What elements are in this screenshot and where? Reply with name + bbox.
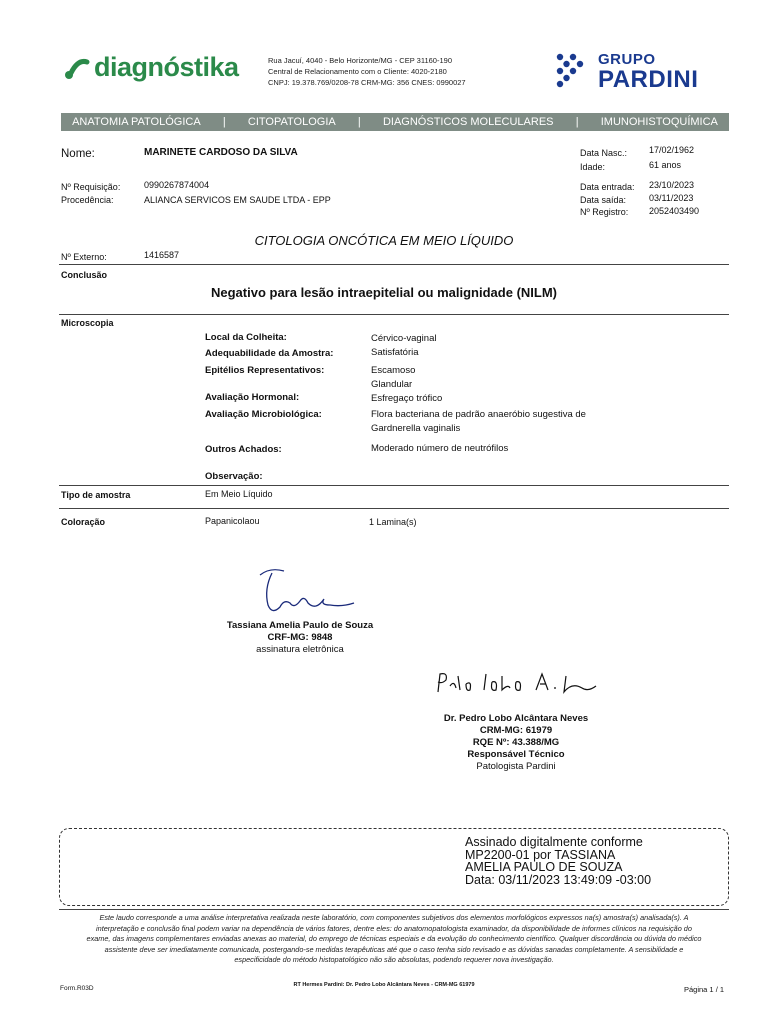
idade-label: Idade: [580, 162, 606, 172]
entrada-value: 23/10/2023 [649, 180, 695, 190]
microbiologica-label: Avaliação Microbiológica: [205, 409, 322, 420]
requisicao-label: Nº Requisição: [61, 182, 121, 192]
local-label: Local da Colheita: [205, 332, 287, 343]
epitelios-value: Glandular [371, 379, 413, 390]
signer-role: Responsável Técnico [467, 749, 565, 760]
rt-note: RT Hermes Pardini: Dr. Pedro Lobo Alcântara Neves - CRM-MG 61979 [293, 982, 475, 988]
procedencia-label: Procedência: [61, 195, 114, 205]
hormonal-label: Avaliação Hormonal: [205, 392, 300, 403]
epitelios-value: Escamoso [371, 365, 416, 376]
brand-grupo: GRUPO [598, 51, 656, 68]
nasc-value: 17/02/1962 [649, 145, 695, 155]
signature-block-1 [200, 620, 400, 656]
saida-value: 03/11/2023 [649, 193, 694, 203]
hormonal-value: Esfregaço trófico [371, 393, 443, 404]
divider [59, 508, 729, 509]
signer-crm: CRM-MG: 61979 [479, 725, 553, 736]
local-value: Cérvico-vaginal [371, 333, 437, 344]
address-line: CNPJ: 19.378.769/0208-78 CRM-MG: 356 CNES: 0990027 [268, 78, 466, 87]
signer-title: Patologista Pardini [476, 761, 556, 772]
signer-name: Dr. Pedro Lobo Alcântara Neves [443, 713, 589, 724]
tipo-value: Em Meio Líquido [205, 489, 273, 499]
brand-pardini: PARDINI [598, 66, 699, 93]
adequabilidade-value: Satisfatória [371, 347, 419, 358]
signer-note: assinatura eletrônica [256, 644, 344, 655]
idade-value: 61 anos [649, 160, 682, 170]
diagnostika-logo-text: diagnóstika [94, 52, 239, 82]
nasc-label: Data Nasc.: [580, 148, 628, 158]
signer-name: Tassiana Amelia Paulo de Souza [226, 620, 374, 631]
stamp-line: Assinado digitalmente conforme [465, 835, 643, 849]
divider [59, 909, 729, 910]
stamp-line: MP2200-01 por TASSIANA [465, 847, 616, 862]
divider [59, 264, 729, 265]
divider [59, 485, 729, 486]
diagnostika-logo [62, 52, 239, 83]
registro-value: 2052403490 [649, 206, 700, 216]
digital-signature-text [465, 836, 651, 886]
nav-imuno: IMUNOHISTOQUÍMICA [600, 116, 718, 128]
grupo-pardini-logo [554, 50, 699, 93]
conclusion-text: Negativo para lesão intraepitelial ou malignidade (NILM) [210, 285, 557, 300]
divider [59, 314, 729, 315]
microbiologica-value: Gardnerella vaginalis [371, 423, 461, 434]
outros-value: Moderado número de neutrófilos [371, 443, 509, 454]
signer-crf: CRF-MG: 9848 [267, 632, 333, 643]
signature-pedro [432, 668, 602, 698]
signer-rqe: RQE Nº: 43.388/MG [472, 737, 560, 748]
coloracao-value: Papanicolaou [205, 516, 260, 526]
nav-moleculares: DIAGNÓSTICOS MOLECULARES [382, 116, 554, 128]
page-number: Página 1 / 1 [684, 985, 725, 994]
specialty-bar [61, 113, 729, 131]
laminas-value: 1 Lamina(s) [369, 517, 417, 527]
requisicao-value: 0990267874004 [144, 180, 210, 190]
registro-label: Nº Registro: [580, 207, 629, 217]
nav-citopatologia: CITOPATOLOGIA [247, 116, 336, 128]
stamp-line: Data: 03/11/2023 13:49:09 -03:00 [465, 872, 652, 887]
outros-label: Outros Achados: [205, 444, 282, 455]
observacao-label: Observação: [205, 471, 263, 482]
externo-value: 1416587 [144, 250, 180, 260]
patient-name: MARINETE CARDOSO DA SILVA [144, 147, 298, 158]
procedencia-value: ALIANCA SERVICOS EM SAUDE LTDA - EPP [144, 195, 331, 205]
pardini-dots-icon [554, 51, 592, 89]
address-line: Central de Relacionamento com o Cliente: 4020-2180 [268, 67, 447, 76]
nav-separator: | [357, 116, 361, 128]
form-code: Form.R03D [60, 985, 94, 992]
nav-separator: | [575, 116, 579, 128]
microscopia-label: Microscopia [61, 318, 114, 328]
epitelios-label: Epitélios Representativos: [205, 365, 325, 376]
signature-tassiana [250, 565, 360, 617]
tipo-label: Tipo de amostra [61, 490, 131, 500]
saida-label: Data saída: [580, 195, 627, 205]
name-label: Nome: [61, 148, 95, 160]
entrada-label: Data entrada: [580, 182, 635, 192]
disclaimer-text: Este laudo corresponde a uma análise interpretativa realizada neste laboratório, com componentes subjetivos dos elementos morfológicos expressos na(s) amostra(s) analisada(s). A interpretação e conclusão final podem variar na dependência de vários fatores, dentre eles: do anatomopatologista examinador, da disponibilidade de informes clínicos na requisição do exame, das imagens complementares enviadas anexas ao material, do emprego de técnicas especiais e da evolução do conhecimento científico. Qualquer discordância ou dúvida do médico assistente deve ser imediatamente comunicada, postergando-se medidas terapêuticas até que o caso tenha sido revisado e as dúvidas sanadas completamente. A sensibilidade e especificidade do método histopatológico não são absolutas, podendo requerer nova investigação. [86, 913, 702, 964]
address-line: Rua Jacuí, 4040 - Belo Horizonte/MG - CEP 31160-190 [268, 56, 452, 65]
conclusao-label: Conclusão [61, 270, 108, 280]
coloracao-label: Coloração [61, 517, 106, 527]
lab-address [268, 55, 466, 88]
stamp-line: AMELIA PAULO DE SOUZA [465, 860, 623, 874]
diagnostika-logo-icon [62, 53, 92, 83]
adequabilidade-label: Adequabilidade da Amostra: [205, 348, 334, 359]
nav-separator: | [222, 116, 226, 128]
signature-block-2 [416, 713, 616, 773]
microbiologica-value: Flora bacteriana de padrão anaeróbio sugestiva de [371, 409, 586, 420]
nav-anatomia: ANATOMIA PATOLÓGICA [72, 116, 201, 128]
externo-label: Nº Externo: [61, 252, 107, 262]
exam-title: CITOLOGIA ONCÓTICA EM MEIO LÍQUIDO [254, 233, 514, 248]
